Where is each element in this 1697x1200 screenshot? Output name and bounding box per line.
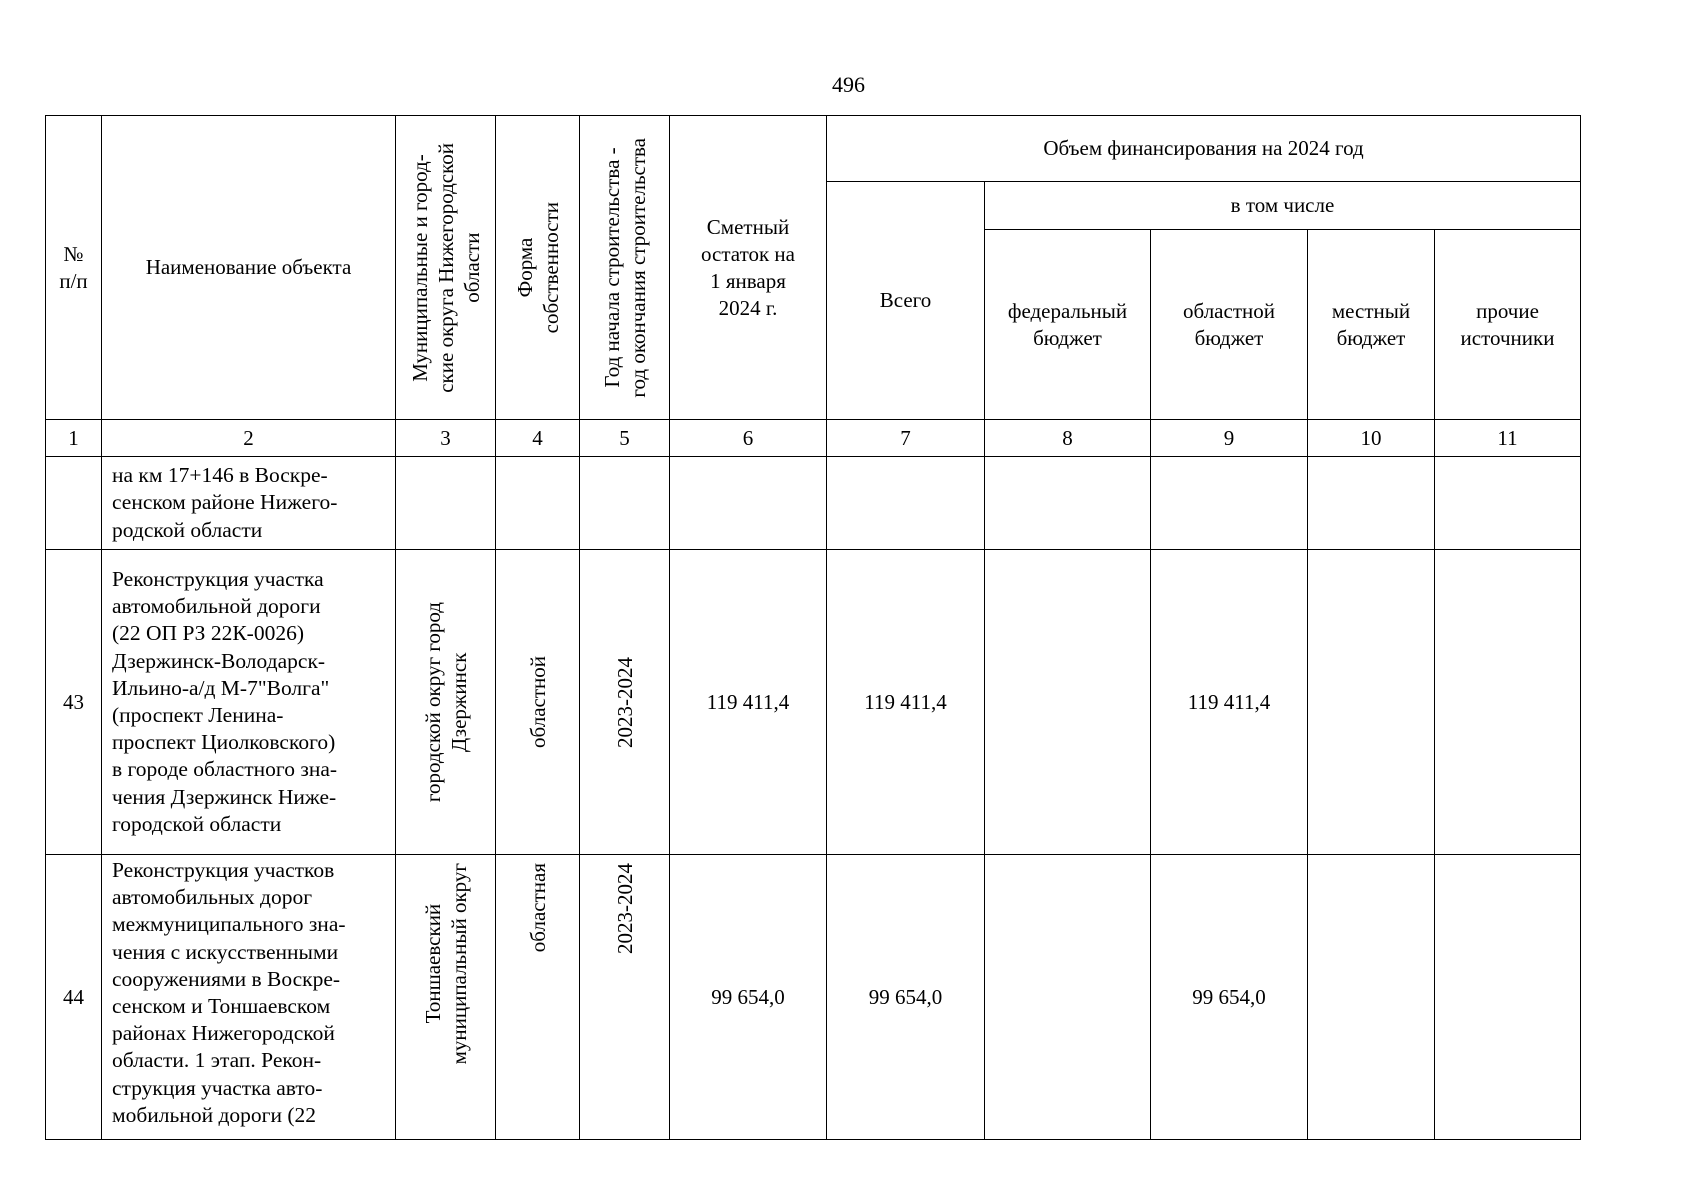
header-other: прочие источники (1435, 230, 1581, 420)
row-estimate: 99 654,0 (670, 855, 827, 1140)
row-ownership-cell (496, 855, 580, 1140)
row-years: 2023-2024 (612, 656, 637, 748)
row-regional (1151, 457, 1308, 550)
column-number: 2 (102, 420, 396, 457)
table-row (46, 550, 1581, 855)
column-number: 5 (580, 420, 670, 457)
column-number: 10 (1308, 420, 1435, 457)
table-row (46, 457, 1581, 550)
row-regional: 99 654,0 (1151, 855, 1308, 1140)
row-total: 119 411,4 (827, 550, 985, 855)
row-total: 99 654,0 (827, 855, 985, 1140)
row-estimate: 119 411,4 (670, 550, 827, 855)
column-number: 6 (670, 420, 827, 457)
row-other (1435, 457, 1581, 550)
header-federal: федеральный бюджет (985, 230, 1151, 420)
row-local (1308, 855, 1435, 1140)
row-name: Реконструкция участков автомобильных дорог межмуниципального зна- чения с искусственными сооружениями в Воскре- сенском и Тоншаевском районах Нижегородской области. 1 этап. Рекон- струкция участка авто- мобильной дороги (22 (102, 855, 396, 1140)
row-name: Реконструкция участка автомобильной дороги (22 ОП РЗ 22К-0026) Дзержинск-Володарск- Ильино-а/д М-7"Волга" (проспект Ленина- проспект Циолковского) в городе областного зна- чения Дзержинск Ниже- городской области (102, 550, 396, 855)
header-ownership-cell (496, 116, 580, 420)
row-ownership (496, 457, 580, 550)
row-municipality-cell (396, 550, 496, 855)
row-ownership: областная (525, 863, 550, 953)
row-ownership-cell (496, 550, 580, 855)
header-name: Наименование объекта (102, 116, 396, 420)
header-estimate: Сметный остаток на 1 января 2024 г. (670, 116, 827, 420)
row-local (1308, 550, 1435, 855)
header-including: в том числе (985, 182, 1581, 230)
row-federal (985, 855, 1151, 1140)
page-number: 496 (832, 72, 865, 97)
header-num: № п/п (46, 116, 102, 420)
column-number: 7 (827, 420, 985, 457)
row-municipality-cell (396, 855, 496, 1140)
row-municipality: Тоншаевский муниципальный округ (420, 863, 471, 1065)
row-num (46, 457, 102, 550)
row-years-cell (580, 550, 670, 855)
row-municipality: городской округ город Дзержинск (420, 601, 471, 803)
row-municipality (396, 457, 496, 550)
table-row (46, 855, 1581, 1140)
column-number: 11 (1435, 420, 1581, 457)
column-number: 9 (1151, 420, 1308, 457)
row-federal (985, 457, 1151, 550)
header-municipality-cell (396, 116, 496, 420)
header-ownership: Форма собственности (512, 201, 563, 334)
header-years-cell (580, 116, 670, 420)
column-number: 8 (985, 420, 1151, 457)
column-number-row (46, 420, 1581, 457)
row-years-cell (580, 855, 670, 1140)
row-federal (985, 550, 1151, 855)
header-local: местный бюджет (1308, 230, 1435, 420)
row-num: 44 (46, 855, 102, 1140)
column-number: 3 (396, 420, 496, 457)
header-row-1 (46, 116, 1581, 182)
header-years: Год начала строительства - год окончания строительства (599, 137, 650, 398)
row-years: 2023-2024 (612, 863, 637, 954)
row-estimate (670, 457, 827, 550)
column-number: 4 (496, 420, 580, 457)
column-number: 1 (46, 420, 102, 457)
header-regional: областной бюджет (1151, 230, 1308, 420)
row-other (1435, 855, 1581, 1140)
row-regional: 119 411,4 (1151, 550, 1308, 855)
row-years (580, 457, 670, 550)
row-local (1308, 457, 1435, 550)
row-ownership: областной (525, 656, 550, 748)
row-total (827, 457, 985, 550)
row-num: 43 (46, 550, 102, 855)
header-total: Всего (827, 182, 985, 420)
header-municipality: Муниципальные и город- ские округа Нижегородской области (407, 142, 484, 393)
header-funding-group: Объем финансирования на 2024 год (827, 116, 1581, 182)
row-other (1435, 550, 1581, 855)
financing-table (45, 115, 1581, 1140)
row-name: на км 17+146 в Воскре- сенском районе Нижего- родской области (102, 457, 396, 550)
